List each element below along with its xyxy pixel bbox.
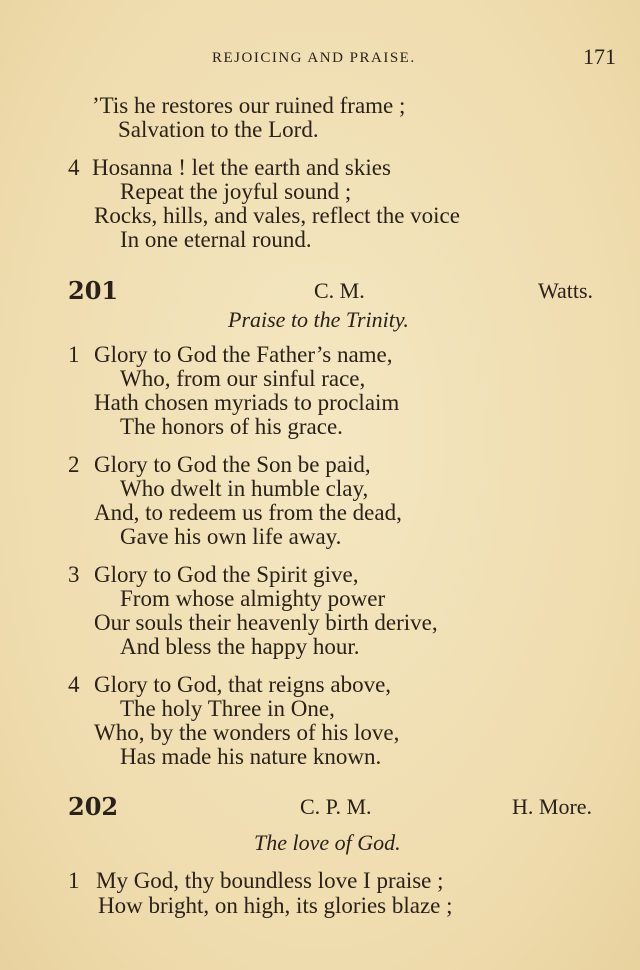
verse-line: Who dwelt in humble clay, <box>120 476 369 501</box>
verse-line: Hath chosen myriads to proclaim <box>94 390 400 415</box>
verse-line: The honors of his grace. <box>120 414 343 439</box>
verse-number: 4 <box>68 672 80 697</box>
verse-line: Glory to God the Father’s name, <box>94 342 393 367</box>
verse-line: The holy Three in One, <box>120 696 335 721</box>
verse-line: Rocks, hills, and vales, reflect the voice <box>94 203 460 228</box>
verse-line: In one eternal round. <box>120 227 312 252</box>
verse-number: 1 <box>68 342 80 367</box>
verse-line: Salvation to the Lord. <box>118 117 319 142</box>
hymn-author: Watts. <box>538 278 594 303</box>
verse-line: Hosanna ! let the earth and skies <box>92 155 391 180</box>
hymn-author: H. More. <box>512 794 593 819</box>
hymn-meter: C. P. M. <box>300 794 372 819</box>
verse-line: Gave his own life away. <box>120 524 342 549</box>
verse-line: And, to redeem us from the dead, <box>94 500 402 525</box>
verse-number: 3 <box>68 562 80 587</box>
verse-number: 2 <box>68 452 80 477</box>
verse-line: How bright, on high, its glories blaze ; <box>98 893 453 918</box>
page-number: 171 <box>583 44 616 69</box>
verse-line: And bless the happy hour. <box>120 634 360 659</box>
verse-number: 4 <box>68 155 80 180</box>
verse-line: Our souls their heavenly birth derive, <box>94 610 438 635</box>
running-title: REJOICING AND PRAISE. <box>212 50 416 66</box>
verse-line: ’Tis he restores our ruined frame ; <box>92 93 406 118</box>
verse-line: Who, from our sinful race, <box>120 366 366 391</box>
verse-line: From whose almighty power <box>120 586 386 611</box>
verse-line: My God, thy boundless love I praise ; <box>96 868 444 893</box>
verse-line: Has made his nature known. <box>120 744 382 769</box>
hymn-title: Praise to the Trinity. <box>228 307 409 332</box>
verse-line: Glory to God the Spirit give, <box>94 562 359 587</box>
hymn-title: The love of God. <box>254 830 401 855</box>
verse-line: Repeat the joyful sound ; <box>120 179 352 204</box>
hymn-meter: C. M. <box>314 278 365 303</box>
hymn-number: 201 <box>68 276 119 305</box>
verse-line: Glory to God the Son be paid, <box>94 452 371 477</box>
verse-line: Glory to God, that reigns above, <box>94 672 392 697</box>
page-header <box>0 44 640 74</box>
verse-line: Who, by the wonders of his love, <box>94 720 400 745</box>
hymn-number: 202 <box>68 792 119 821</box>
verse-number: 1 <box>68 868 80 893</box>
